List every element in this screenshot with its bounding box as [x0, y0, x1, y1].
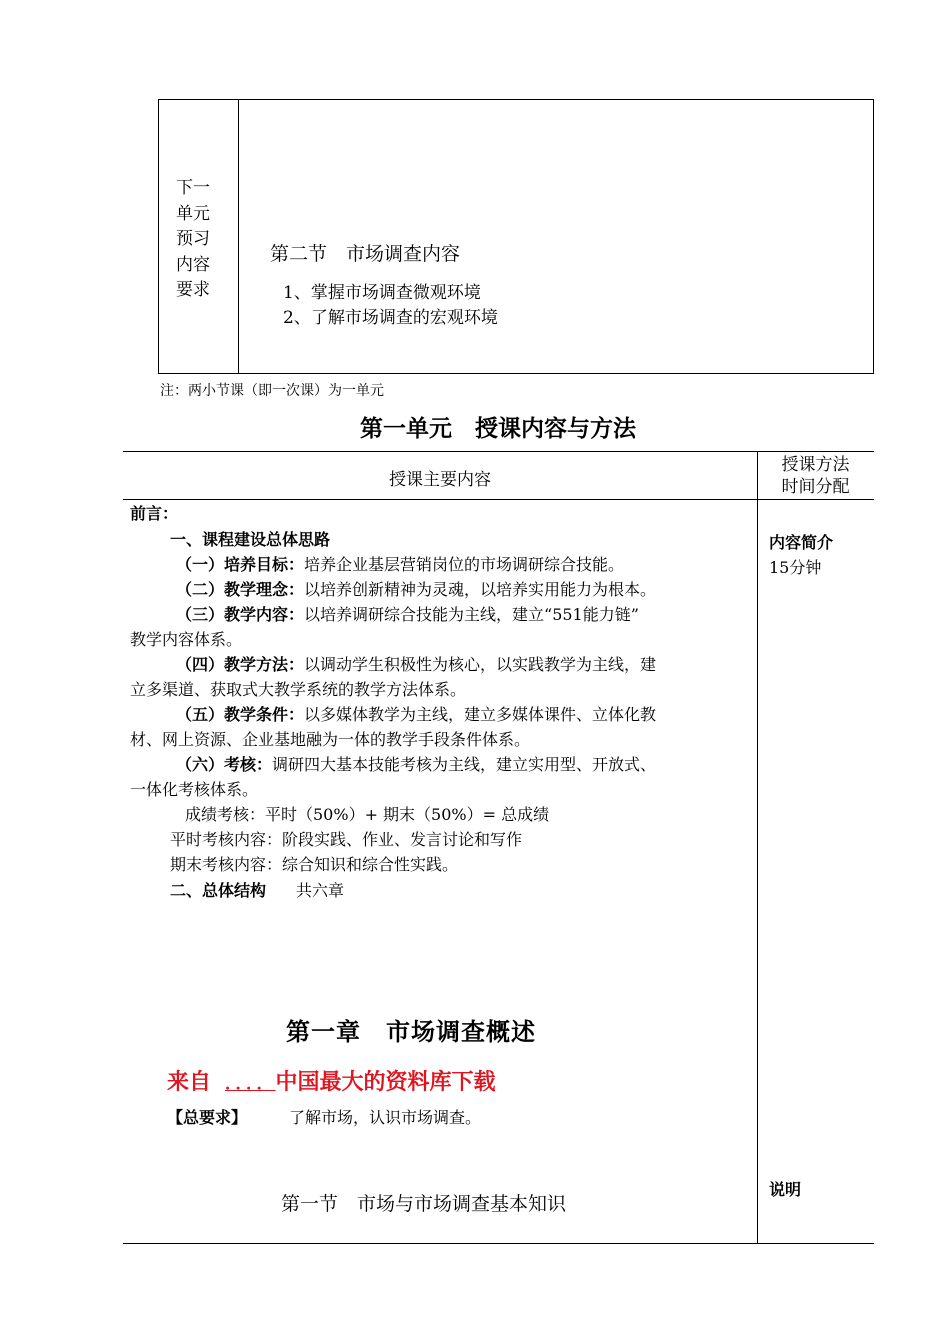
- goal-line: [176, 555, 624, 575]
- heading-2-text: 共六章: [296, 881, 345, 900]
- header-method-line: 授课方法: [781, 455, 850, 475]
- header-main-content: 授课主要内容: [389, 470, 491, 490]
- method-cont: 立多渠道、获取式大教学系统的教学方法体系。: [130, 680, 467, 699]
- preface-label: 前言：: [130, 504, 179, 523]
- philosophy-label: （二）教学理念：: [176, 580, 305, 599]
- philosophy-line: [176, 580, 656, 600]
- condition-label: （五）教学条件：: [176, 705, 305, 724]
- promo-line[interactable]: [167, 1065, 496, 1096]
- grade-formula: 成绩考核：平时（50%）+ 期末（50%）= 总成绩: [185, 805, 550, 824]
- method-label: （四）教学方法：: [176, 655, 305, 674]
- requirement-text: 了解市场，认识市场调查。: [289, 1108, 482, 1127]
- preview-section-title: 第二节 市场调查内容: [270, 243, 461, 265]
- footnote: 注：两小节课（即一次课）为一单元: [160, 383, 384, 399]
- preview-label-line: 下一: [176, 178, 210, 198]
- condition-cont: 材、网上资源、企业基地融为一体的教学手段条件体系。: [130, 730, 531, 749]
- assessment-cont: 一体化考核体系。: [130, 780, 259, 799]
- header-method-line: 时间分配: [781, 477, 850, 497]
- preview-label-line: 要求: [176, 280, 210, 300]
- unit-title: 第一单元 授课内容与方法: [360, 416, 636, 442]
- promo-link[interactable]: ．．．．: [225, 1074, 276, 1094]
- method-line: [176, 655, 656, 675]
- assessment-line: [176, 755, 656, 775]
- requirement-line: [167, 1105, 481, 1128]
- section-title: 第一节 市场与市场调查基本知识: [281, 1193, 567, 1215]
- assessment-label: （六）考核：: [176, 755, 273, 774]
- method-text: 以调动学生积极性为核心，以实践教学为主线，建: [304, 655, 657, 674]
- regular-assessment: 平时考核内容：阶段实践、作业、发言讨论和写作: [170, 830, 523, 849]
- preview-label-line: 预习: [176, 229, 210, 249]
- promo-prefix: 来自: [167, 1070, 212, 1095]
- content-line: [176, 605, 639, 625]
- heading-2-line: [170, 881, 344, 901]
- preview-label-line: 内容: [176, 254, 210, 275]
- right-note: 说明: [769, 1180, 802, 1199]
- philosophy-text: 以培养创新精神为灵魂，以培养实用能力为根本。: [304, 580, 657, 599]
- content-text: 以培养调研综合技能为主线，建立“551能力链”: [304, 605, 639, 624]
- right-time: 15分钟: [769, 558, 822, 577]
- preview-item: 1、掌握市场调查微观环境: [283, 283, 481, 303]
- content-label: （三）教学内容：: [176, 605, 305, 624]
- condition-text: 以多媒体教学为主线，建立多媒体课件、立体化教: [304, 705, 657, 724]
- final-assessment: 期末考核内容：综合知识和综合性实践。: [170, 855, 459, 874]
- preview-item: 2、了解市场调查的宏观环境: [283, 308, 498, 328]
- preview-label: [176, 176, 226, 304]
- content-cont: 教学内容体系。: [130, 630, 243, 649]
- requirement-label: 【总要求】: [167, 1108, 248, 1127]
- right-intro: 内容简介: [769, 533, 834, 552]
- heading-1: 一、课程建设总体思路: [170, 530, 331, 549]
- assessment-text: 调研四大基本技能考核为主线，建立实用型、开放式、: [272, 755, 657, 774]
- promo-text: 中国最大的资料库下载: [275, 1070, 496, 1095]
- condition-line: [176, 705, 656, 725]
- preview-label-line: 单元: [176, 203, 210, 224]
- goal-text: 培养企业基层营销岗位的市场调研综合技能。: [304, 555, 625, 574]
- chapter-title: 第一章 市场调查概述: [286, 1017, 536, 1046]
- heading-2: 二、总体结构: [170, 881, 267, 900]
- goal-label: （一）培养目标：: [176, 555, 305, 574]
- header-method-time: [757, 454, 874, 498]
